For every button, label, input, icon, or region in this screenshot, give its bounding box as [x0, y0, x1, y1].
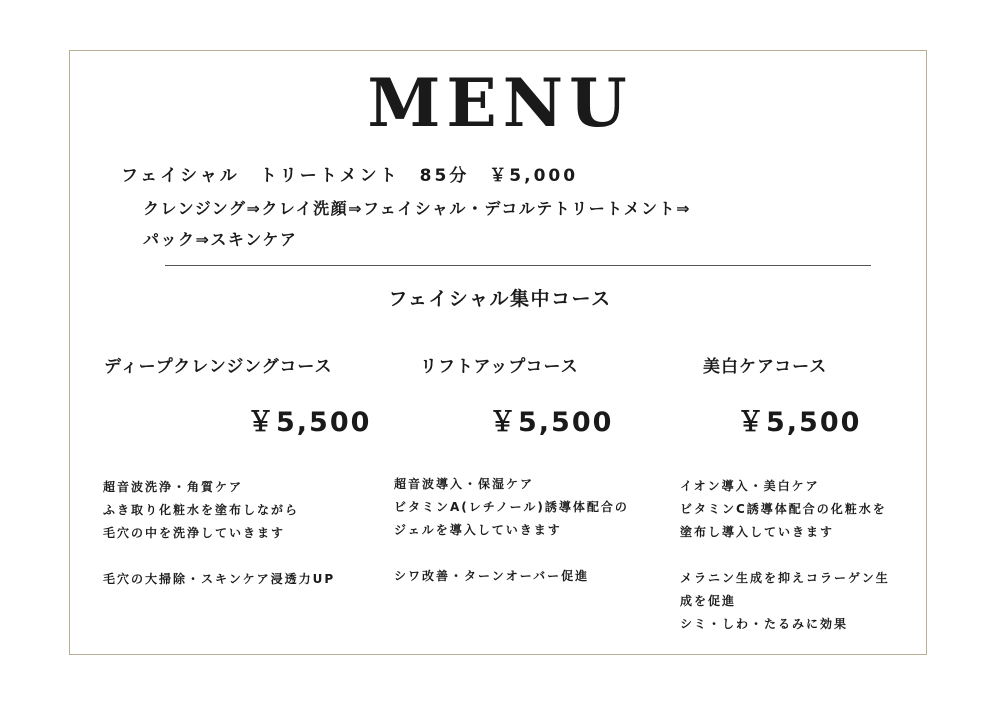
- divider: [165, 265, 871, 266]
- desc-line: ビタミンC誘導体配合の化粧水を: [680, 502, 887, 516]
- desc-whitening: [680, 475, 890, 636]
- desc-line: 成を促進: [680, 594, 737, 608]
- desc-line: 毛穴の大掃除・スキンケア浸透力UP: [103, 572, 336, 586]
- price-whitening: ￥5,500: [737, 407, 862, 438]
- desc-line: 超音波導入・保湿ケア: [394, 477, 535, 491]
- desc-line: 超音波洗浄・角質ケア: [103, 480, 244, 494]
- main-course-steps-line2: パック⇒スキンケア: [143, 230, 298, 249]
- course-name-lift-up: リフトアップコース: [420, 357, 579, 377]
- desc-line: [394, 542, 629, 565]
- main-course-name: フェイシャル トリートメント 85分 ￥5,000: [121, 166, 579, 186]
- price-deep-cleansing: ￥5,500: [247, 407, 372, 438]
- desc-line: シミ・しわ・たるみに効果: [680, 617, 849, 631]
- desc-line: 塗布し導入していきます: [680, 525, 835, 539]
- desc-lift-up: [394, 473, 629, 588]
- main-course-steps-line1: クレンジング⇒クレイ洗顔⇒フェイシャル・デコルテトリートメント⇒: [143, 199, 691, 218]
- desc-line: [680, 544, 890, 567]
- course-name-deep-cleansing: ディープクレンジングコース: [104, 357, 333, 377]
- menu-title: MENU: [367, 64, 633, 142]
- desc-line: 毛穴の中を洗浄していきます: [103, 526, 286, 540]
- desc-line: ふき取り化粧水を塗布しながら: [103, 503, 300, 517]
- desc-line: ビタミンA(レチノール)誘導体配合の: [394, 500, 629, 514]
- desc-line: [103, 545, 335, 568]
- desc-line: ジェルを導入していきます: [394, 523, 562, 537]
- price-lift-up: ￥5,500: [489, 407, 614, 438]
- desc-deep-cleansing: [103, 476, 335, 591]
- desc-line: メラニン生成を抑えコラーゲン生: [680, 571, 890, 585]
- desc-line: イオン導入・美白ケア: [680, 479, 820, 493]
- course-name-whitening: 美白ケアコース: [703, 357, 828, 377]
- desc-line: シワ改善・ターンオーバー促進: [394, 569, 590, 583]
- section-title: フェイシャル集中コース: [388, 288, 612, 310]
